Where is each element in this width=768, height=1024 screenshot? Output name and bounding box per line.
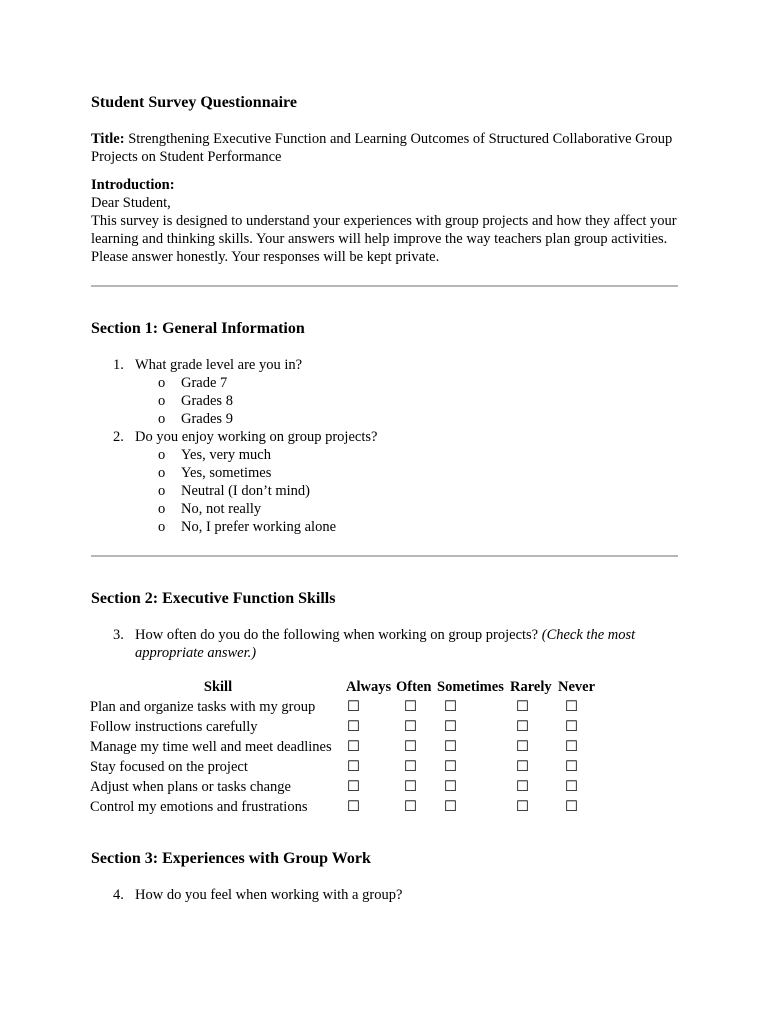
option-bullet: o (158, 465, 166, 481)
title-label: Title: (91, 131, 125, 147)
cell-sometimes (437, 737, 510, 757)
table-row (90, 757, 598, 777)
cell-rarely (510, 757, 558, 777)
option-label: Neutral (I don’t mind) (181, 483, 310, 499)
survey-title-paragraph (91, 130, 681, 166)
cell-always (346, 737, 396, 757)
option-no-not-really[interactable] (91, 500, 681, 518)
document-title: Student Survey Questionnaire (91, 94, 297, 111)
checkbox-always[interactable]: ☐ (347, 739, 360, 755)
checkbox-always[interactable]: ☐ (347, 779, 360, 795)
checkbox-always[interactable]: ☐ (347, 719, 360, 735)
option-label: Grades 9 (181, 411, 233, 427)
cell-often (396, 697, 437, 717)
cell-often (396, 777, 437, 797)
table-row (90, 777, 598, 797)
checkbox-rarely[interactable]: ☐ (516, 779, 529, 795)
option-label: Yes, very much (181, 447, 271, 463)
cell-rarely (510, 797, 558, 817)
question-number: 2. (113, 429, 124, 445)
cell-never (558, 797, 598, 817)
question-4 (91, 886, 681, 904)
checkbox-sometimes[interactable]: ☐ (444, 759, 457, 775)
checkbox-never[interactable]: ☐ (565, 759, 578, 775)
cell-never (558, 737, 598, 757)
column-header-often: Often (396, 679, 432, 695)
cell-always (346, 777, 396, 797)
column-header-never: Never (558, 679, 596, 695)
cell-never (558, 757, 598, 777)
checkbox-never[interactable]: ☐ (565, 719, 578, 735)
checkbox-rarely[interactable]: ☐ (516, 799, 529, 815)
question-number: 3. (113, 627, 124, 643)
table-row (90, 737, 598, 757)
column-header-skill: Skill (203, 679, 233, 695)
column-header-sometimes: Sometimes (437, 679, 504, 695)
section-1-questions (91, 356, 681, 536)
section-2-heading: Section 2: Executive Function Skills (91, 590, 336, 607)
option-yes-sometimes[interactable] (91, 464, 681, 482)
option-grade-9[interactable] (91, 410, 681, 428)
question-number: 1. (113, 357, 124, 373)
column-header-always: Always (346, 679, 392, 695)
checkbox-sometimes[interactable]: ☐ (444, 699, 457, 715)
checkbox-sometimes[interactable]: ☐ (444, 799, 457, 815)
cell-sometimes (437, 777, 510, 797)
question-number: 4. (113, 887, 124, 903)
checkbox-never[interactable]: ☐ (565, 799, 578, 815)
skill-label: Adjust when plans or tasks change (90, 779, 291, 795)
cell-rarely (510, 777, 558, 797)
intro-body: This survey is designed to understand your experiences with group projects and how they affect your learning and thinking skills. Your answers will help improve the way teachers plan group activities. Please answer honestly. Your responses will be kept private. (91, 213, 677, 265)
cell-sometimes (437, 797, 510, 817)
table-header-row (90, 677, 598, 697)
table-row (90, 797, 598, 817)
cell-often (396, 757, 437, 777)
section-3-heading: Section 3: Experiences with Group Work (91, 850, 371, 867)
option-label: No, I prefer working alone (181, 519, 337, 535)
cell-rarely (510, 697, 558, 717)
checkbox-often[interactable]: ☐ (404, 759, 417, 775)
option-bullet: o (158, 375, 166, 391)
checkbox-always[interactable]: ☐ (347, 699, 360, 715)
option-bullet: o (158, 393, 166, 409)
question-text: Do you enjoy working on group projects? (135, 429, 378, 445)
cell-never (558, 777, 598, 797)
cell-sometimes (437, 697, 510, 717)
checkbox-always[interactable]: ☐ (347, 759, 360, 775)
option-bullet: o (158, 501, 166, 517)
skill-label: Control my emotions and frustrations (90, 799, 308, 815)
section-divider (91, 555, 678, 557)
section-divider (91, 285, 678, 287)
option-bullet: o (158, 483, 166, 499)
checkbox-sometimes[interactable]: ☐ (444, 739, 457, 755)
checkbox-never[interactable]: ☐ (565, 699, 578, 715)
question-hint: (Check the most appropriate answer.) (135, 627, 636, 661)
table-row (90, 717, 598, 737)
option-prefer-alone[interactable] (91, 518, 681, 536)
intro-greeting: Dear Student, (91, 195, 171, 211)
skills-frequency-table (90, 677, 598, 817)
checkbox-sometimes[interactable]: ☐ (444, 779, 457, 795)
question-text: What grade level are you in? (135, 357, 303, 373)
title-text: Strengthening Executive Function and Learning Outcomes of Structured Collaborative Group Projects on Student Performance (91, 131, 673, 165)
option-label: Grade 7 (181, 375, 228, 391)
skill-label: Manage my time well and meet deadlines (90, 739, 332, 755)
checkbox-often[interactable]: ☐ (404, 739, 417, 755)
option-label: Grades 8 (181, 393, 233, 409)
option-grade-7[interactable] (91, 374, 681, 392)
question-text: How often do you do the following when working on group projects? (135, 627, 542, 643)
question-1 (91, 356, 681, 374)
cell-always (346, 717, 396, 737)
option-bullet: o (158, 519, 166, 535)
intro-label: Introduction: (91, 177, 175, 193)
option-neutral[interactable] (91, 482, 681, 500)
cell-often (396, 797, 437, 817)
cell-rarely (510, 737, 558, 757)
checkbox-never[interactable]: ☐ (565, 779, 578, 795)
option-yes-very-much[interactable] (91, 446, 681, 464)
option-label: No, not really (181, 501, 262, 517)
option-label: Yes, sometimes (181, 465, 272, 481)
checkbox-rarely[interactable]: ☐ (516, 739, 529, 755)
table-row (90, 697, 598, 717)
checkbox-rarely[interactable]: ☐ (516, 759, 529, 775)
skill-label: Follow instructions carefully (90, 719, 258, 735)
cell-never (558, 717, 598, 737)
column-header-rarely: Rarely (510, 679, 552, 695)
option-grade-8[interactable] (91, 392, 681, 410)
section-1-heading: Section 1: General Information (91, 320, 305, 337)
checkbox-often[interactable]: ☐ (404, 719, 417, 735)
option-bullet: o (158, 447, 166, 463)
cell-often (396, 717, 437, 737)
skill-label: Plan and organize tasks with my group (90, 699, 316, 715)
cell-never (558, 697, 598, 717)
cell-rarely (510, 717, 558, 737)
checkbox-sometimes[interactable]: ☐ (444, 719, 457, 735)
document-body (91, 93, 681, 904)
cell-always (346, 797, 396, 817)
cell-sometimes (437, 717, 510, 737)
option-bullet: o (158, 411, 166, 427)
question-3 (91, 626, 681, 662)
cell-sometimes (437, 757, 510, 777)
question-2 (91, 428, 681, 446)
checkbox-rarely[interactable]: ☐ (516, 719, 529, 735)
checkbox-rarely[interactable]: ☐ (516, 699, 529, 715)
cell-always (346, 697, 396, 717)
skill-label: Stay focused on the project (90, 759, 248, 775)
checkbox-often[interactable]: ☐ (404, 799, 417, 815)
checkbox-often[interactable]: ☐ (404, 779, 417, 795)
checkbox-always[interactable]: ☐ (347, 799, 360, 815)
checkbox-never[interactable]: ☐ (565, 739, 578, 755)
checkbox-often[interactable]: ☐ (404, 699, 417, 715)
cell-often (396, 737, 437, 757)
question-text: How do you feel when working with a group? (135, 887, 403, 903)
cell-always (346, 757, 396, 777)
